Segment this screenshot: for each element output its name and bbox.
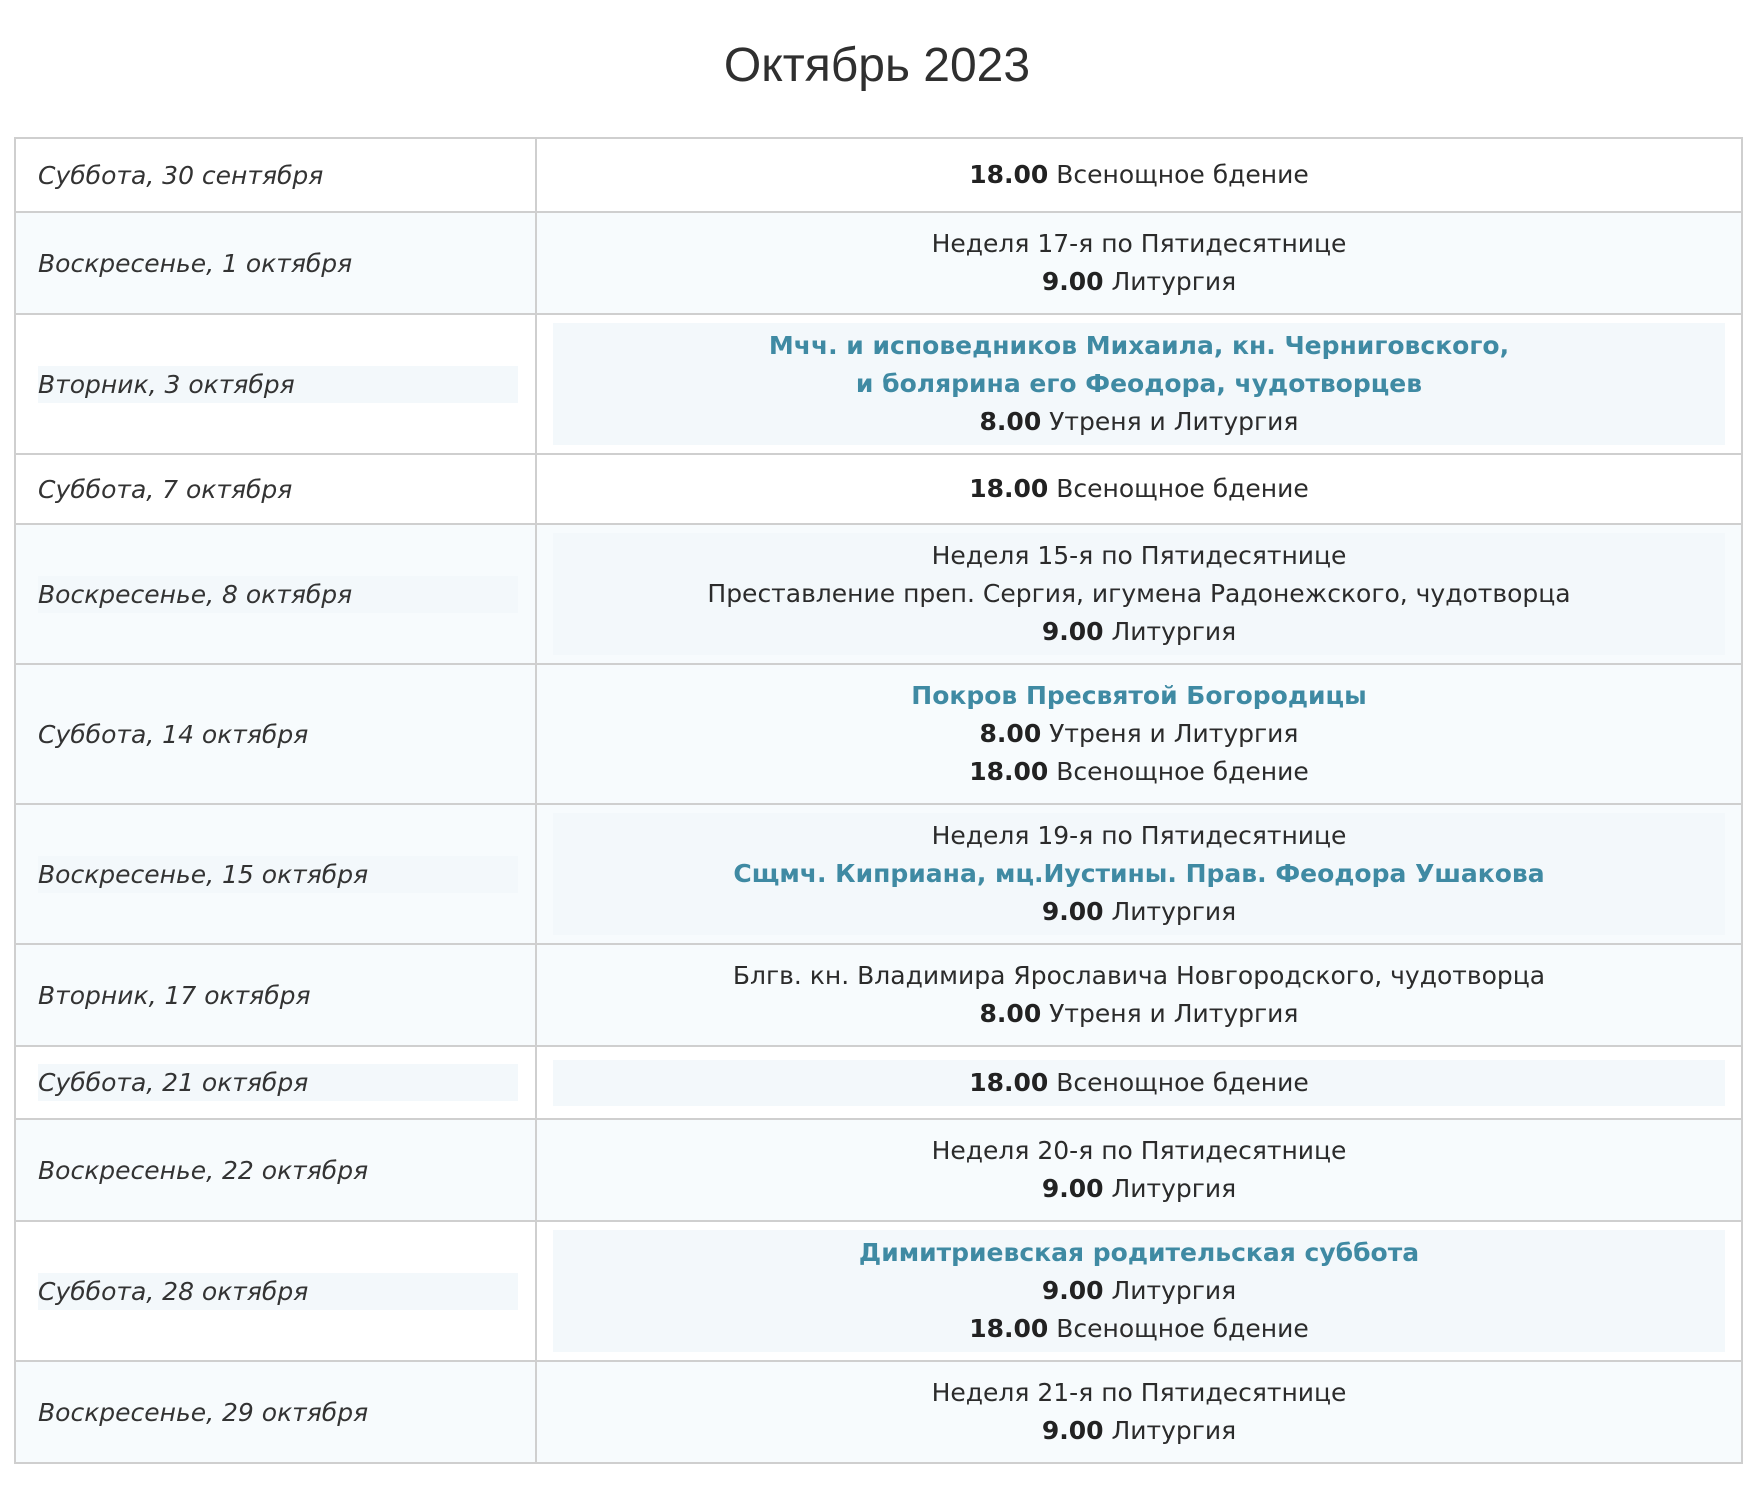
service-time: 18.00 bbox=[969, 474, 1049, 503]
date-cell bbox=[15, 804, 536, 944]
event-line bbox=[553, 1310, 1725, 1348]
event-line bbox=[553, 537, 1725, 575]
schedule-row bbox=[15, 212, 1742, 314]
date-label: Суббота, 14 октября bbox=[38, 719, 309, 749]
service-name: Всенощное бдение bbox=[1056, 1067, 1309, 1097]
schedule-row bbox=[15, 1046, 1742, 1119]
schedule-row bbox=[15, 944, 1742, 1046]
service-time: 9.00 bbox=[1041, 1416, 1104, 1445]
event-line bbox=[553, 1234, 1725, 1272]
feast-name: Сщмч. Киприана, мц.Иустины. Прав. Феодора Ушакова bbox=[733, 859, 1545, 888]
event-line bbox=[553, 1132, 1725, 1170]
schedule-row bbox=[15, 524, 1742, 664]
date-label: Воскресенье, 8 октября bbox=[38, 576, 518, 613]
service-name: Всенощное бдение bbox=[1056, 474, 1309, 503]
event-description: Неделя 15-я по Пятидесятнице bbox=[931, 541, 1347, 570]
page-title: Октябрь 2023 bbox=[723, 39, 1031, 92]
date-cell bbox=[15, 454, 536, 524]
service-name: Литургия bbox=[1111, 1174, 1237, 1203]
service-name: Всенощное бдение bbox=[1056, 1314, 1309, 1343]
date-cell bbox=[15, 314, 536, 454]
schedule-row bbox=[15, 1221, 1742, 1361]
schedule-row bbox=[15, 1361, 1742, 1463]
feast-name: Димитриевская родительская суббота bbox=[858, 1238, 1420, 1267]
event-line bbox=[553, 893, 1725, 931]
date-label: Воскресенье, 29 октября bbox=[38, 1397, 369, 1427]
service-time: 8.00 bbox=[979, 719, 1042, 748]
event-line bbox=[553, 575, 1725, 613]
service-name: Литургия bbox=[1111, 897, 1237, 926]
event-description: Неделя 19-я по Пятидесятнице bbox=[931, 821, 1347, 850]
service-time: 9.00 bbox=[1041, 617, 1104, 646]
feast-name: Покров Пресвятой Богородицы bbox=[911, 681, 1367, 710]
date-label: Суббота, 7 октября bbox=[38, 474, 293, 504]
service-name: Утреня и Литургия bbox=[1049, 719, 1299, 748]
event-description: Неделя 21-я по Пятидесятнице bbox=[931, 1378, 1347, 1407]
event-line bbox=[553, 403, 1725, 441]
event-cell bbox=[536, 524, 1742, 664]
event-line bbox=[553, 753, 1725, 791]
event-cell bbox=[536, 454, 1742, 524]
event-line bbox=[553, 715, 1725, 753]
schedule-row bbox=[15, 804, 1742, 944]
service-name: Всенощное бдение bbox=[1056, 757, 1309, 786]
event-line bbox=[553, 263, 1725, 301]
service-time: 18.00 bbox=[969, 1314, 1049, 1343]
feast-name: Мчч. и исповедников Михаила, кн. Черниговского, bbox=[768, 331, 1510, 360]
event-line bbox=[553, 995, 1725, 1033]
date-cell bbox=[15, 664, 536, 804]
date-cell bbox=[15, 1119, 536, 1221]
event-line bbox=[553, 1064, 1725, 1102]
service-time: 9.00 bbox=[1041, 267, 1104, 296]
service-name: Литургия bbox=[1111, 1276, 1237, 1305]
service-time: 8.00 bbox=[979, 999, 1042, 1028]
event-description: Неделя 17-я по Пятидесятнице bbox=[931, 229, 1347, 258]
date-label: Вторник, 3 октября bbox=[38, 366, 518, 403]
event-cell bbox=[536, 664, 1742, 804]
event-line bbox=[553, 855, 1725, 893]
event-line bbox=[553, 225, 1725, 263]
event-cell bbox=[536, 1361, 1742, 1463]
schedule-row bbox=[15, 138, 1742, 212]
service-time: 8.00 bbox=[979, 407, 1042, 436]
date-cell bbox=[15, 524, 536, 664]
date-label: Воскресенье, 15 октября bbox=[38, 856, 518, 893]
event-line bbox=[553, 1272, 1725, 1310]
event-cell bbox=[536, 1119, 1742, 1221]
schedule-row bbox=[15, 1119, 1742, 1221]
service-time: 18.00 bbox=[969, 160, 1049, 189]
service-time: 9.00 bbox=[1041, 1276, 1104, 1305]
schedule-row bbox=[15, 454, 1742, 524]
date-label: Суббота, 28 октября bbox=[38, 1273, 518, 1310]
date-label: Вторник, 17 октября bbox=[38, 980, 311, 1010]
date-label: Воскресенье, 1 октября bbox=[38, 248, 353, 278]
event-line bbox=[553, 957, 1725, 995]
date-label: Воскресенье, 22 октября bbox=[38, 1155, 369, 1185]
schedule-table bbox=[14, 137, 1743, 1464]
schedule-row bbox=[15, 664, 1742, 804]
event-line bbox=[553, 1374, 1725, 1412]
event-line bbox=[553, 613, 1725, 651]
event-cell bbox=[536, 212, 1742, 314]
event-cell bbox=[536, 804, 1742, 944]
service-time: 9.00 bbox=[1041, 897, 1104, 926]
event-line bbox=[553, 327, 1725, 365]
event-cell bbox=[536, 314, 1742, 454]
date-cell bbox=[15, 944, 536, 1046]
event-cell bbox=[536, 138, 1742, 212]
service-name: Всенощное бдение bbox=[1056, 160, 1309, 189]
date-label: Суббота, 21 октября bbox=[38, 1064, 518, 1101]
event-line bbox=[553, 817, 1725, 855]
event-cell bbox=[536, 944, 1742, 1046]
event-line bbox=[553, 1170, 1725, 1208]
schedule-row bbox=[15, 314, 1742, 454]
service-time: 9.00 bbox=[1041, 1174, 1104, 1203]
service-name: Литургия bbox=[1111, 1416, 1237, 1445]
date-cell bbox=[15, 212, 536, 314]
event-description: Преставление преп. Сергия, игумена Радонежского, чудотворца bbox=[707, 579, 1571, 608]
event-line bbox=[553, 1412, 1725, 1450]
date-cell bbox=[15, 138, 536, 212]
date-cell bbox=[15, 1221, 536, 1361]
service-name: Литургия bbox=[1111, 617, 1237, 646]
date-cell bbox=[15, 1046, 536, 1119]
date-label: Суббота, 30 сентября bbox=[38, 160, 324, 190]
date-cell bbox=[15, 1361, 536, 1463]
event-line bbox=[553, 365, 1725, 403]
event-line bbox=[553, 470, 1725, 508]
event-description: Неделя 20-я по Пятидесятнице bbox=[931, 1136, 1347, 1165]
feast-name: и болярина его Феодора, чудотворцев bbox=[855, 369, 1423, 398]
event-cell bbox=[536, 1046, 1742, 1119]
service-name: Утреня и Литургия bbox=[1049, 407, 1299, 436]
event-line bbox=[553, 156, 1725, 194]
service-time: 18.00 bbox=[969, 1067, 1049, 1097]
service-time: 18.00 bbox=[969, 757, 1049, 786]
service-name: Литургия bbox=[1111, 267, 1237, 296]
event-description: Блгв. кн. Владимира Ярославича Новгородского, чудотворца bbox=[732, 961, 1546, 990]
event-line bbox=[553, 677, 1725, 715]
service-name: Утреня и Литургия bbox=[1049, 999, 1299, 1028]
event-cell bbox=[536, 1221, 1742, 1361]
